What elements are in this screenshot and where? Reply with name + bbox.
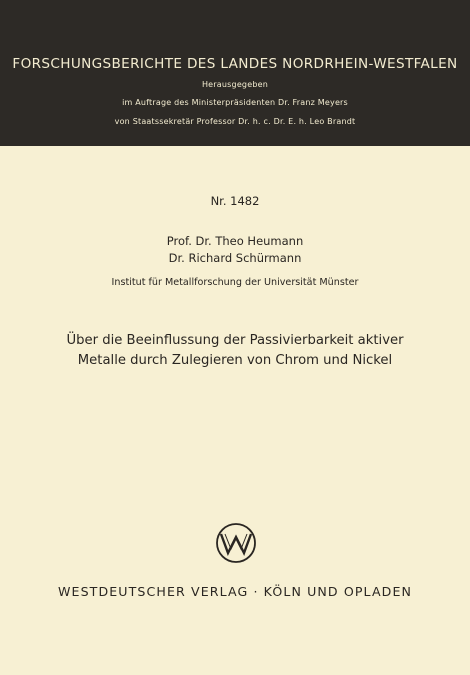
author-primary: Prof. Dr. Theo Heumann: [166, 234, 304, 248]
author-secondary: Dr. Richard Schürmann: [168, 251, 302, 265]
institute-name: Institut für Metallforschung der Universität Münster: [111, 277, 359, 288]
editor-line-3: von Staatssekretär Professor Dr. h. c. Dr. E. h. Leo Brandt: [114, 117, 356, 126]
editor-line-2: im Auftrage des Ministerpräsidenten Dr. Franz Meyers: [122, 98, 348, 107]
report-number: Nr. 1482: [210, 194, 260, 208]
editor-line-1: Herausgegeben: [201, 80, 269, 89]
publisher-line: WESTDEUTSCHER VERLAG · KÖLN UND OPLADEN: [57, 584, 413, 599]
series-header-band: [0, 0, 470, 146]
series-title: FORSCHUNGSBERICHTE DES LANDES NORDRHEIN-WESTFALEN: [12, 56, 458, 72]
title-line-1: Über die Beeinflussung der Passivierbarkeit aktiver: [66, 333, 404, 348]
westdeutscher-verlag-w-logo-icon: [215, 522, 257, 564]
title-line-2: Metalle durch Zulegieren von Chrom und Nickel: [77, 353, 393, 368]
